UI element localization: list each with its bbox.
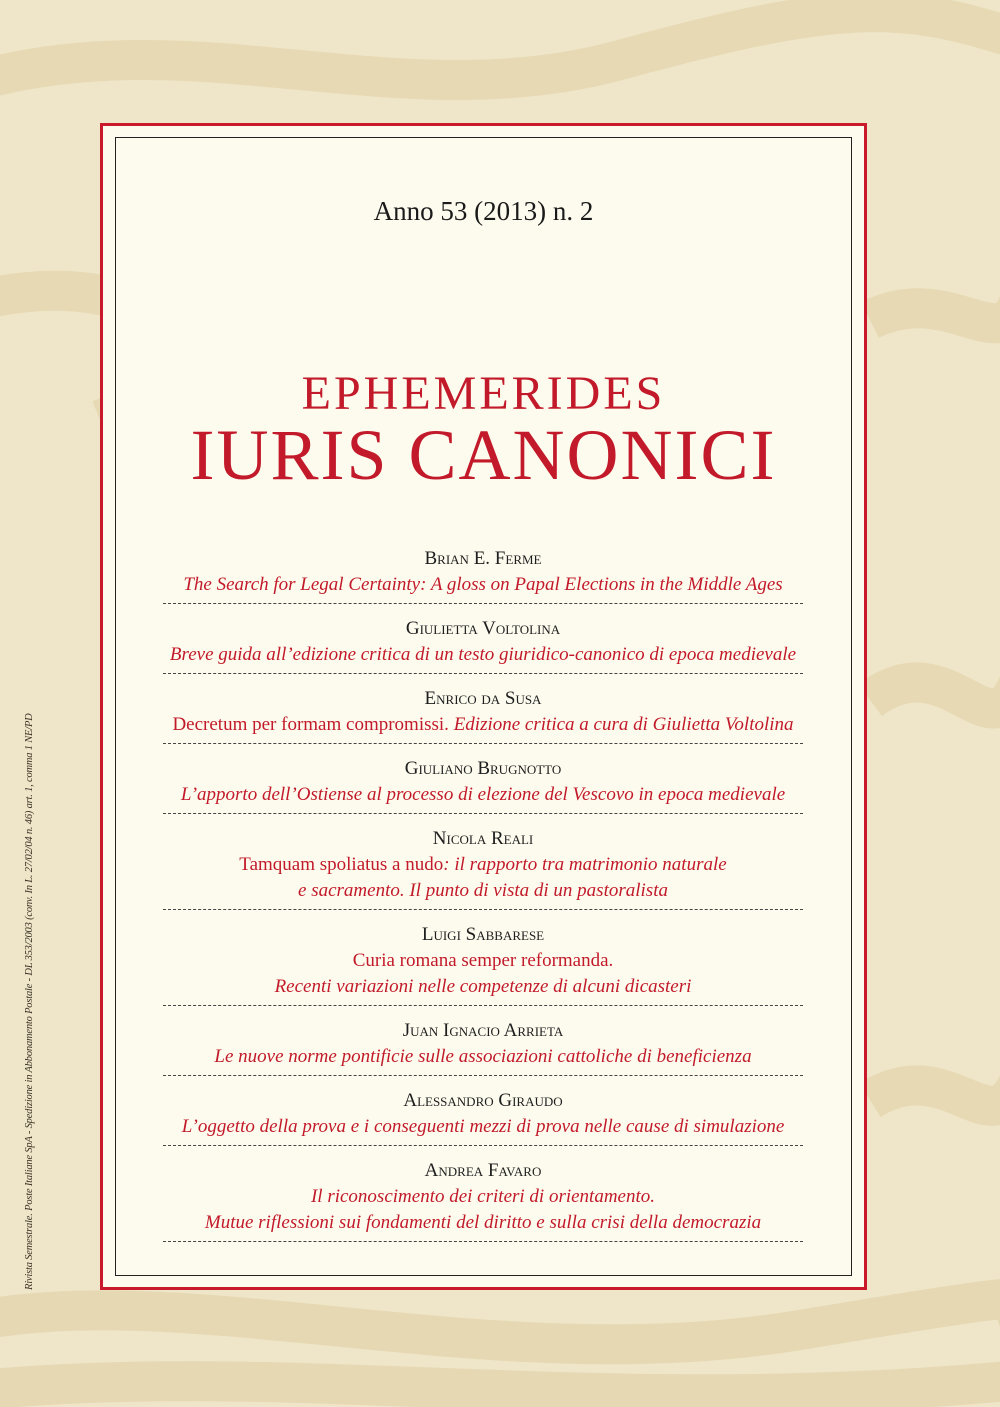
article-author: Andrea Favaro — [424, 1160, 542, 1181]
toc-entry — [163, 1076, 803, 1146]
article-author: Juan Ignacio Arrieta — [402, 1020, 564, 1041]
article-author: Giulietta Voltolina — [405, 618, 561, 639]
article-title-segment: e sacramento. Il punto di vista di un pastoralista — [298, 880, 668, 901]
article-title-segment: Decretum per formam compromissi. — [172, 714, 454, 735]
toc-entry — [163, 744, 803, 814]
article-title-line — [163, 782, 803, 808]
toc-entry — [163, 534, 803, 604]
article-title-line — [163, 852, 803, 878]
toc-entry — [163, 1006, 803, 1076]
article-author: Enrico da Susa — [424, 688, 542, 709]
toc-entry — [163, 1146, 803, 1242]
journal-title-line2: IURIS CANONICI — [190, 415, 777, 495]
article-title-segment: Tamquam spoliatus a nudo — [239, 854, 444, 875]
toc-entry — [163, 604, 803, 674]
article-title-segment: L’apporto dell’Ostiense al processo di elezione del Vescovo in epoca medievale — [180, 784, 786, 805]
article-title-segment: Breve guida all’edizione critica di un testo giuridico-canonico di epoca medievale — [169, 644, 797, 665]
inner-frame — [115, 137, 852, 1276]
article-title-line — [163, 974, 803, 1000]
article-title-segment: L’oggetto della prova e i conseguenti mezzi di prova nelle cause di simulazione — [181, 1116, 785, 1137]
article-title-line — [163, 572, 803, 598]
article-author: Brian E. Ferme — [424, 548, 542, 569]
article-title-line — [163, 712, 803, 738]
toc-entry — [163, 910, 803, 1006]
article-title-segment: Recenti variazioni nelle competenze di alcuni dicasteri — [274, 976, 692, 997]
article-title-line — [163, 642, 803, 668]
toc-entry — [163, 674, 803, 744]
table-of-contents — [163, 534, 803, 1242]
article-title-segment: The Search for Legal Certainty: A gloss on Papal Elections in the Middle Ages — [183, 574, 783, 595]
article-title-line — [163, 1044, 803, 1070]
article-title-segment: Le nuove norme pontificie sulle associazioni cattoliche di beneficienza — [214, 1046, 752, 1067]
cover-frame — [100, 123, 867, 1290]
journal-title-line1: EPHEMERIDES — [301, 367, 666, 420]
article-title-line — [163, 948, 803, 974]
article-author: Giuliano Brugnotto — [404, 758, 562, 779]
postal-notice: Rivista Semestrale. Poste Italiane SpA - Spedizione in Abbonamento Postale - DL 353/2003 (conv. In L. 27/02/04 n. 46) art. 1, comma 1 NE/PD — [24, 713, 35, 1290]
article-title-line — [163, 878, 803, 904]
article-title-segment: Edizione critica a cura di Giulietta Voltolina — [453, 714, 794, 735]
article-author: Alessandro Giraudo — [403, 1090, 563, 1111]
article-title-segment: Il riconoscimento dei criteri di orientamento. — [310, 1186, 656, 1207]
article-title-segment: Mutue riflessioni sui fondamenti del diritto e sulla crisi della democrazia — [204, 1212, 762, 1233]
issue-number: Anno 53 (2013) n. 2 — [373, 196, 594, 226]
article-title-segment: : il rapporto tra matrimonio naturale — [443, 854, 727, 875]
article-title-line — [163, 1210, 803, 1236]
article-title-line — [163, 1114, 803, 1140]
article-author: Luigi Sabbarese — [421, 924, 545, 945]
toc-entry — [163, 814, 803, 910]
article-title-line — [163, 1184, 803, 1210]
article-author: Nicola Reali — [432, 828, 534, 849]
article-title-segment: Curia romana semper reformanda. — [352, 950, 614, 971]
